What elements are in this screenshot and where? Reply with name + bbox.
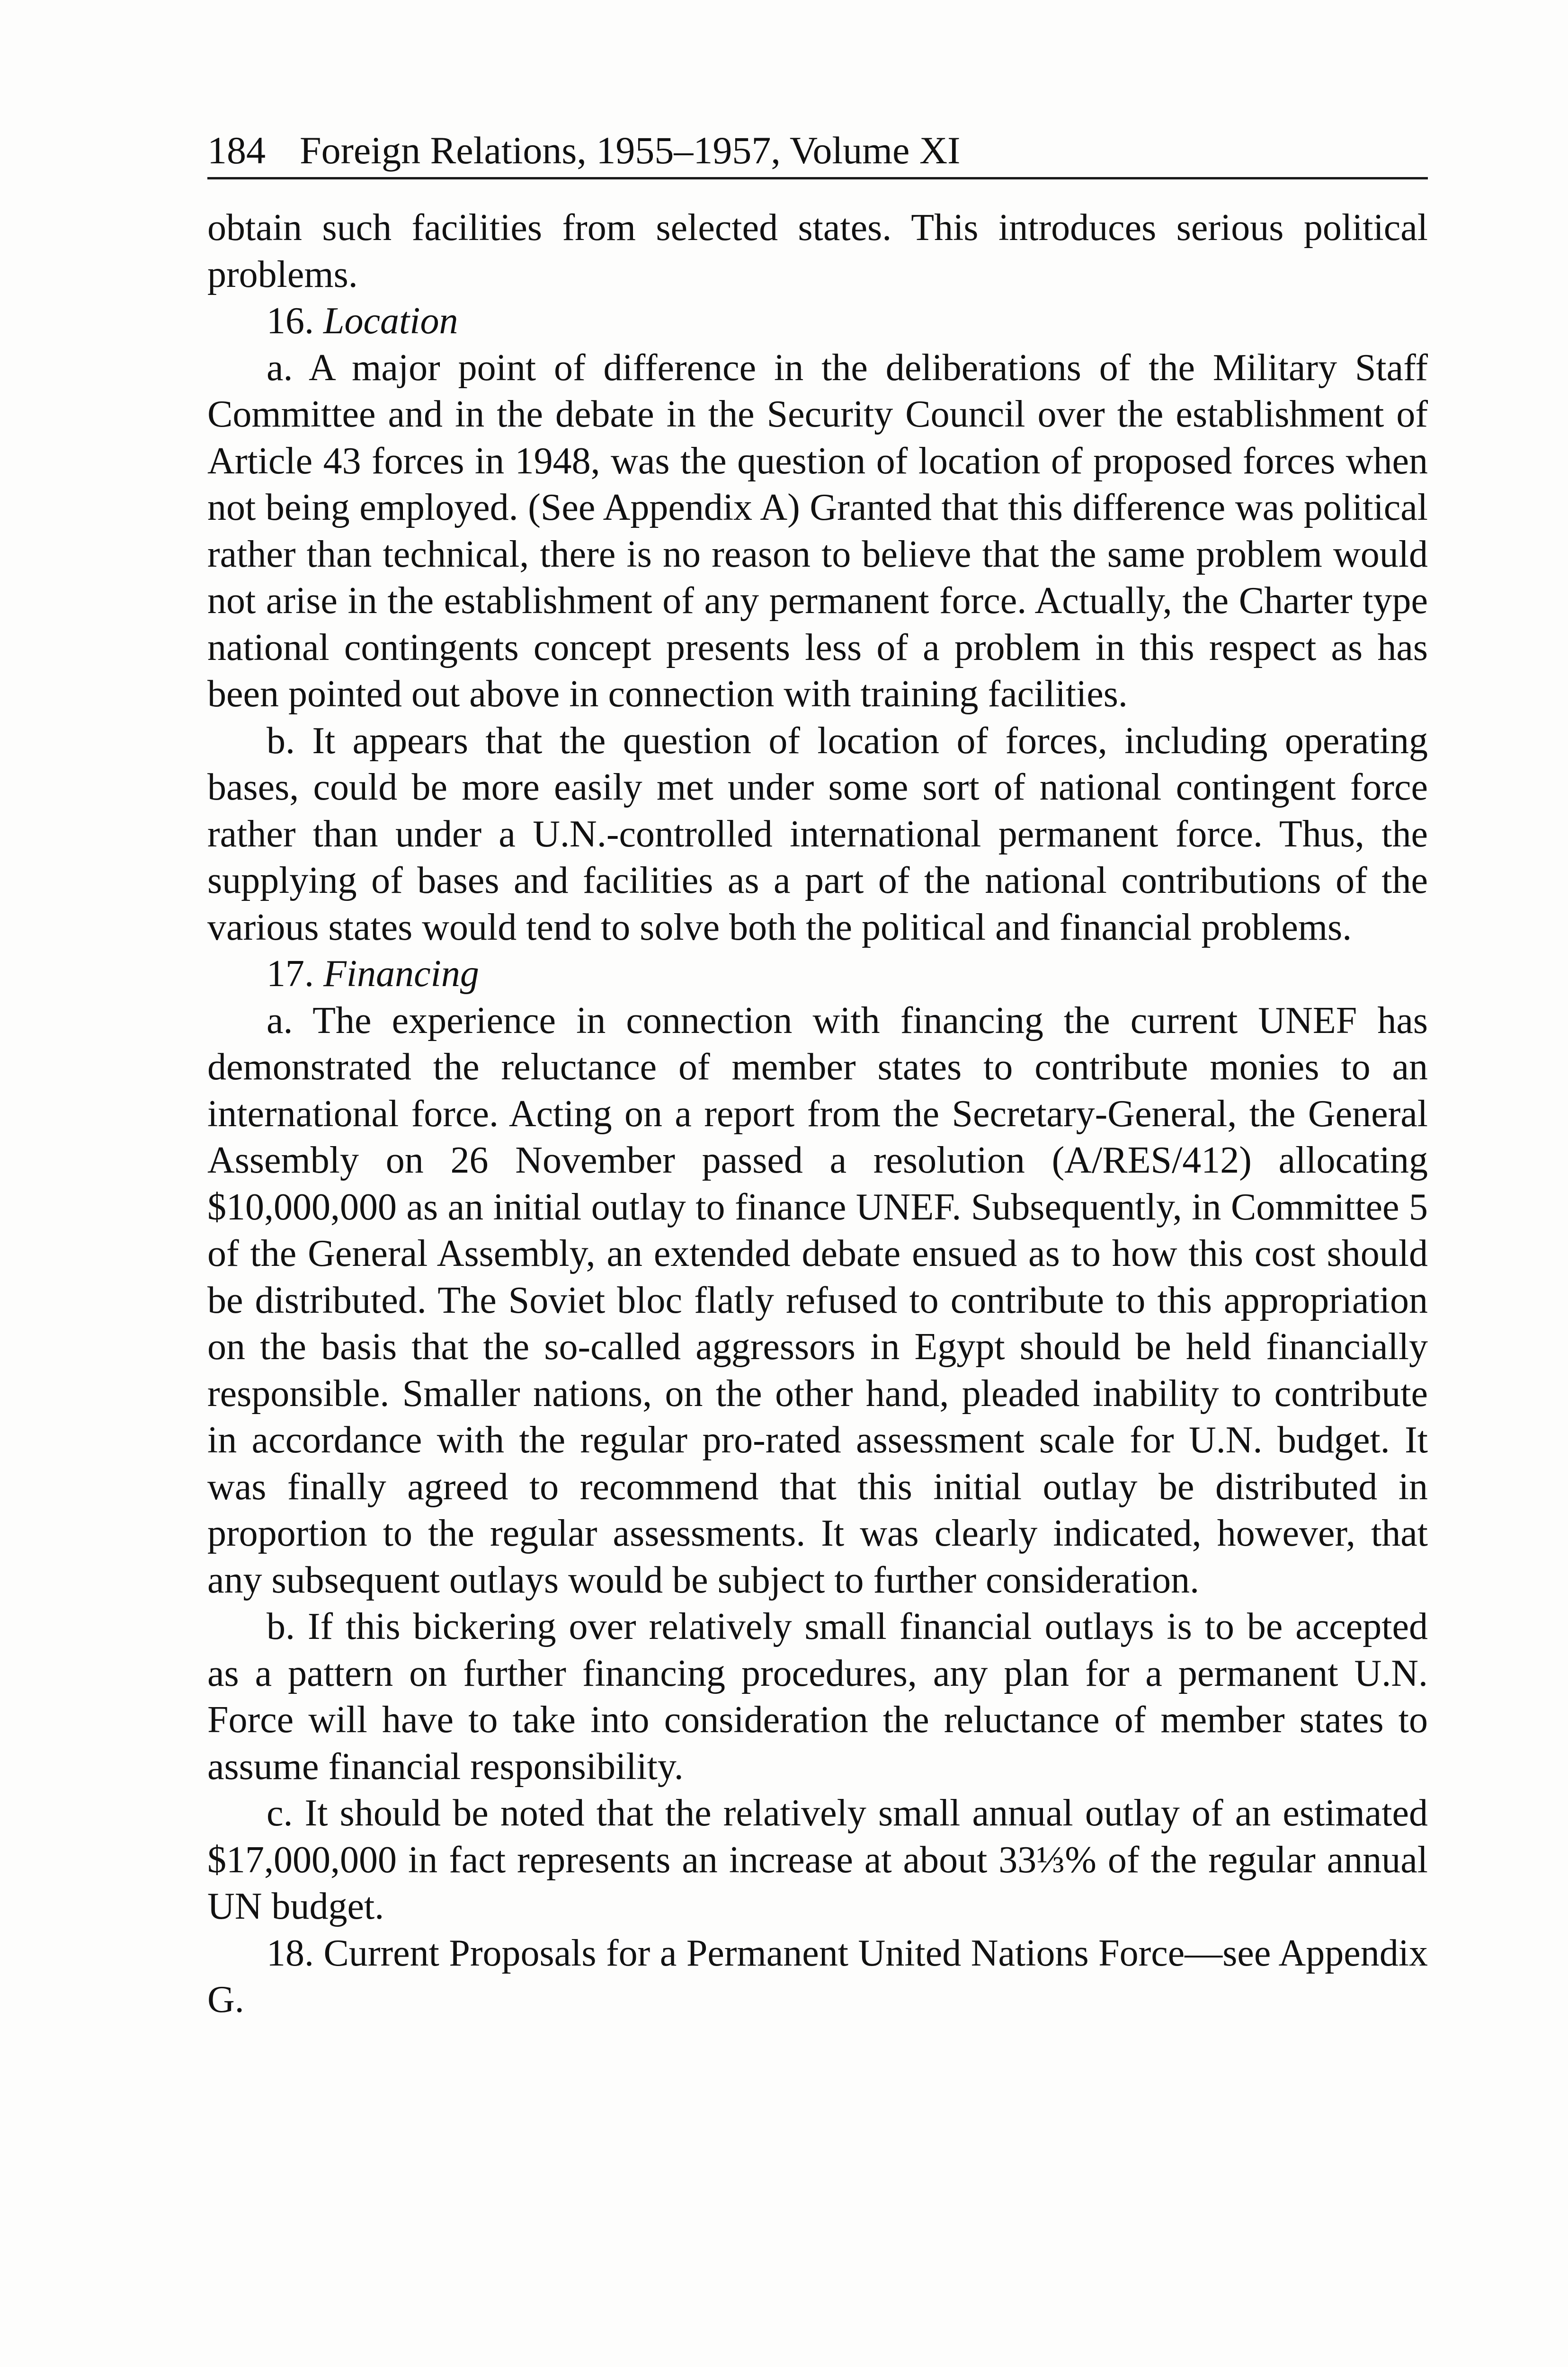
running-head xyxy=(207,124,1428,179)
paragraph-17b: b. If this bickering over relatively small financial outlays is to be accepted as a pattern on further financing procedures, any plan for a permanent U.N. Force will have to take into consideration the reluctance of member states to assume financial responsibility. xyxy=(207,1606,1428,1788)
paragraph-17a: a. The experience in connection with financing the current UNEF has demonstrated the reluctance of member states to contribute monies to an international force. Acting on a report from the Secretary-General, the General Assembly on 26 November passed a resolution (A/RES/412) allocating $10,000,000 as an initial outlay to finance UNEF. Subsequently, in Committee 5 of the General Assembly, an extended debate ensued as to how this cost should be distributed. The Soviet bloc flatly refused to contribute to this appropriation on the basis that the so-called aggressors in Egypt should be held financially responsible. Smaller nations, on the other hand, pleaded inability to contribute in accordance with the regular pro-rated assessment scale for U.N. budget. It was finally agreed to recommend that this initial outlay be distributed in proportion to the regular assessments. It was clearly indicated, however, that any subsequent outlays would be subject to further consideration. xyxy=(207,999,1428,1601)
page-number: 184 xyxy=(207,129,266,172)
paragraph-17c: c. It should be noted that the relatively small annual outlay of an estimated $17,000,000 in fact represents an increase at about 33⅓% of the regular annual UN budget. xyxy=(207,1792,1428,1927)
paragraph-continued: obtain such facilities from selected states. This introduces serious political problems. xyxy=(207,207,1428,295)
section-number: 17. xyxy=(267,953,314,995)
section-heading-16 xyxy=(207,298,1428,345)
section-label: Location xyxy=(323,300,458,342)
body-text xyxy=(207,205,1428,2023)
section-label: Financing xyxy=(323,953,479,995)
paragraph-16a: a. A major point of difference in the deliberations of the Military Staff Committee and in the debate in the Security Council over the establishment of Article 43 forces in 1948, was the question of location of proposed forces when not being employed. (See Appendix A) Granted that this difference was political rather than technical, there is no reason to believe that the same problem would not arise in the establishment of any permanent force. Actually, the Charter type national contingents concept presents less of a problem in this respect as has been pointed out above in connection with training facilities. xyxy=(207,347,1428,715)
section-number: 16. xyxy=(267,300,314,342)
paragraph-16b: b. It appears that the question of location of forces, including operating bases, could be more easily met under some sort of national contingent force rather than under a U.N.-controlled international permanent force. Thus, the supplying of bases and facilities as a part of the national contributions of the various states would tend to solve both the political and financial problems. xyxy=(207,720,1428,948)
paragraph-18: 18. Current Proposals for a Permanent United Nations Force—see Appendix G. xyxy=(207,1932,1428,2020)
publication-title: Foreign Relations, 1955–1957, Volume XI xyxy=(300,129,961,172)
section-heading-17 xyxy=(207,951,1428,997)
